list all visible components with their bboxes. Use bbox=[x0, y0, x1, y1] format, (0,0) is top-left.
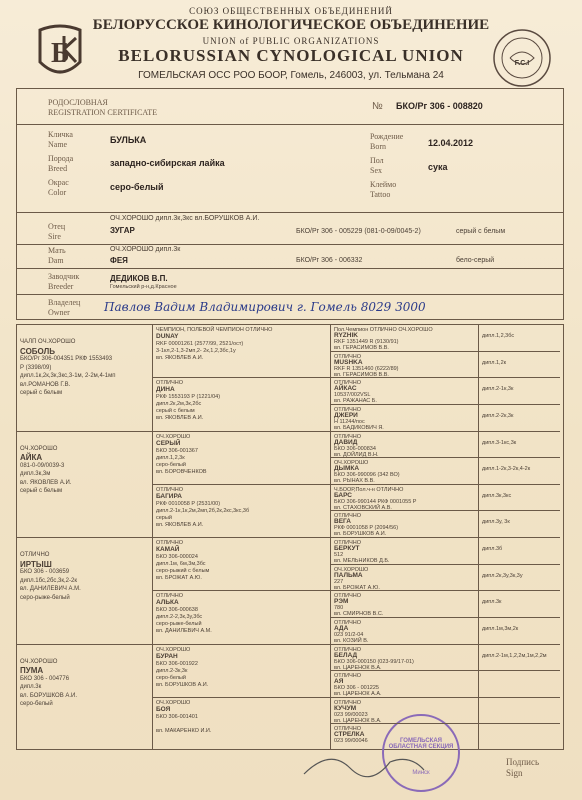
gen3-entry-1-line-0: ОТЛИЧНО bbox=[334, 353, 361, 360]
gen3-entry-8-line-3: вл. МЕЛЬНИКОВ Д.Б. bbox=[334, 558, 390, 564]
gen3-entry-12-line-0: ОТЛИЧНО bbox=[334, 646, 361, 653]
gen1-entry-0-line-6: серый с белым bbox=[20, 390, 63, 396]
birth-date: 12.04.2012 bbox=[428, 138, 474, 148]
gen2-entry-1-line-2: РКФ 1553193 Р (1221/04) bbox=[156, 394, 221, 401]
gen3-entry-12-line-2: БКО 306-000150 (023-99/17-01) bbox=[334, 658, 414, 665]
gen1-entry-3-line-4: вл. БОРУШКОВ А.И. bbox=[20, 692, 78, 699]
gen1-entry-1-line-0: ОЧ.ХОРОШО bbox=[20, 445, 58, 452]
gen3-entry-10-line-1: РЭМ bbox=[334, 598, 349, 606]
fci-text: F.C.I bbox=[514, 60, 530, 67]
gen2-entry-4-line-2: БКО 306-000024 bbox=[156, 554, 198, 560]
gen2-entry-2-line-3: дипл.1,2,3к bbox=[156, 454, 185, 461]
gen3-entry-8-line-1: БЕРКУТ bbox=[334, 545, 360, 552]
coat-color: серо-белый bbox=[110, 182, 164, 192]
gen3-diploma-8: дипл.3б bbox=[482, 546, 503, 552]
gen2-entry-3-line-5: вл. ЯКОВЛЕВ А.И. bbox=[156, 521, 204, 528]
gen3-entry-7-line-3: вл. БОРУШКОВ А.И. bbox=[334, 531, 387, 538]
born-label-ru: Рождение bbox=[370, 132, 404, 141]
gen3-entry-8-line-0: ОТЛИЧНО bbox=[334, 540, 361, 546]
gen2-entry-0-line-2: RKF 00001261 (2577/99, 2521/ост) bbox=[156, 341, 244, 347]
gen3-diploma-12: дипл.2-1м,1,2,2м,1м,2,2м bbox=[482, 652, 547, 659]
svg-text:Б: Б bbox=[51, 38, 70, 69]
gen2-entry-7-line-4: вл. МАКАРЕНКО И.И. bbox=[156, 727, 212, 734]
gen2-entry-2-line-0: ОЧ.ХОРОШО bbox=[156, 433, 191, 440]
stamp-text: ГОМЕЛЬСКАЯ ОБЛАСТНАЯ СЕКЦИЯ bbox=[388, 738, 454, 750]
gen2-entry-1-line-5: вл. ЯКОВЛЕВ А.И. bbox=[156, 415, 204, 422]
gen2-entry-2-line-5: вл. БОРОВЧЕНКОВ bbox=[156, 468, 207, 475]
gen2-entry-2-line-1: СЕРЫЙ bbox=[156, 439, 181, 447]
gen3-diploma-2: дипл.2-1к,3к bbox=[482, 386, 514, 393]
gen1-entry-2-line-3: дипл.1бс,2бс,3к,2-2к bbox=[20, 577, 77, 584]
gen3-entry-11-line-3: вл. КОЗИЙ В. bbox=[334, 637, 369, 644]
dam-color: бело-серый bbox=[456, 257, 495, 264]
gen1-entry-3-line-2: БКО 306 - 004776 bbox=[20, 675, 70, 682]
owner-label-en: Owner bbox=[48, 308, 70, 317]
gen2-entry-4-line-5: вл. БРОЖАТ А.Ю. bbox=[156, 575, 202, 581]
gen2-entry-5-line-3: дипл.2-2,3к,3у,3бс bbox=[156, 614, 203, 621]
gen3-entry-3-line-3: вл. БАДИКОВИЧ Я. bbox=[334, 424, 384, 431]
gen1-entry-0-line-5: вл.РОМАНОВ Г.В. bbox=[20, 381, 71, 388]
gen1-entry-1-line-2: 081-0-09/0039-3 bbox=[20, 462, 65, 469]
gen3-diploma-11: дипл.1м,3м,2к bbox=[482, 625, 519, 632]
gen1-entry-0-line-4: дипл.1к,2к,3к,3кс,3-1м, 2-2м,4-1мп bbox=[20, 373, 116, 379]
gen2-entry-6-line-0: ОЧ.ХОРОШО bbox=[156, 646, 191, 653]
gen3-diploma-3: дипл.2-2к,3к bbox=[482, 412, 514, 419]
gen1-entry-2-line-1: ИРТЫШ bbox=[20, 559, 52, 569]
dog-name: БУЛЬКА bbox=[110, 135, 147, 145]
gen2-entry-1-line-0: ОТЛИЧНО bbox=[156, 380, 183, 387]
gen3-diploma-4: дипл.3-1кс,3к bbox=[482, 439, 517, 446]
gen3-entry-3-line-1: ДЖЕРИ bbox=[334, 411, 358, 419]
gen2-entry-5-line-2: БКО 306-000638 bbox=[156, 607, 198, 614]
gen3-entry-1-line-1: MUSHKA bbox=[334, 358, 363, 366]
gen3-entry-0-line-2: RKF 1351449 R (9130/91) bbox=[334, 339, 399, 345]
gen2-entry-5-line-4: серо-рыже-белый bbox=[156, 621, 202, 628]
sire-label-ru: Отец bbox=[48, 222, 66, 231]
sire-color: серый с белым bbox=[456, 228, 506, 235]
gen3-entry-3-line-2: Н 11244/пос bbox=[334, 418, 365, 425]
gen2-entry-1-line-3: дипл.2к,2м,3к,2бс bbox=[156, 401, 202, 408]
info-box bbox=[16, 88, 564, 320]
sex-label-en: Sex bbox=[370, 166, 382, 175]
owner-label-ru: Владелец bbox=[48, 298, 81, 307]
gen1-entry-0-line-2: БКО/Рг 306-004351 РКФ 1553493 bbox=[20, 356, 113, 362]
gen3-entry-12-line-3: вл. ЦАРЕНОК В.А. bbox=[334, 664, 382, 671]
gen1-entry-1-line-4: вл. ЯКОВЛЕВ А.И. bbox=[20, 479, 72, 486]
gen3-entry-2-line-3: вл. РАЖАНАС Б. bbox=[334, 398, 377, 405]
gen1-entry-2-line-2: БКО 306 - 003659 bbox=[20, 569, 70, 575]
gen1-entry-2-line-0: ОТЛИЧНО bbox=[20, 552, 50, 558]
gen3-entry-1-line-3: вл. ГЕРАСИМОВ В.В. bbox=[334, 371, 389, 378]
gen2-entry-6-line-1: БУРАН bbox=[156, 652, 178, 660]
sex: сука bbox=[428, 162, 448, 172]
gen2-entry-1-line-4: серый с белым bbox=[156, 408, 195, 415]
breed-label-ru: Порода bbox=[48, 154, 74, 163]
gen2-entry-2-line-2: БКО 306-001367 bbox=[156, 447, 198, 454]
cert-title-en: REGISTRATION CERTIFICATE bbox=[48, 108, 158, 117]
gen3-entry-10-line-3: вл. СМИРНОВ В.С. bbox=[334, 611, 384, 618]
gen1-entry-3-line-0: ОЧ.ХОРОШО bbox=[20, 658, 58, 665]
dam-label-en: Dam bbox=[48, 256, 64, 265]
gen2-entry-7-line-1: БОЯ bbox=[156, 705, 171, 713]
gen2-entry-3-line-3: дипл.2-1к,1к,2м,2мп,2б,2к,2кс,3кс,3б bbox=[156, 507, 250, 514]
gen3-entry-12-line-1: БЕЛАД bbox=[334, 651, 358, 659]
gen1-entry-3-line-5: серо-белый bbox=[20, 701, 53, 707]
breeder-label-ru: Заводчик bbox=[48, 272, 80, 281]
name-label-ru: Кличка bbox=[48, 130, 73, 139]
gen2-entry-6-line-5: вл. БОРУШКОВ А.И. bbox=[156, 681, 209, 688]
gen2-entry-3-line-1: БАГИРА bbox=[156, 492, 182, 500]
tattoo-label-en: Tattoo bbox=[370, 190, 391, 199]
gen2-entry-4-line-3: дипл.1м, 6м,3м,3бс bbox=[156, 561, 206, 567]
gen3-diploma-9: дипл.2к,3у,3к,3у bbox=[482, 572, 523, 579]
gen3-entry-2-line-2: 10537/002VSL bbox=[334, 392, 371, 399]
gen3-entry-0-line-0: Пол.Чемпион ОТЛИЧНО ОЧ.ХОРОШО bbox=[334, 327, 433, 333]
gen2-entry-7-line-0: ОЧ.ХОРОШО bbox=[156, 699, 191, 706]
gen3-entry-10-line-0: ОТЛИЧНО bbox=[334, 593, 361, 600]
header-title-ru: БЕЛОРУССКОЕ КИНОЛОГИЧЕСКОЕ ОБЪЕДИНЕНИЕ bbox=[92, 17, 490, 33]
gen1-entry-2-line-5: серо-рыже-белый bbox=[20, 594, 70, 601]
gen3-entry-0-line-1: RYZHIK bbox=[334, 332, 358, 339]
gen3-entry-6-line-0: Ч.БООР,Пол.ч-н ОТЛИЧНО bbox=[334, 486, 404, 493]
gen3-entry-7-line-1: ВЕГА bbox=[334, 518, 351, 526]
sire-name: ЗУГАР bbox=[110, 226, 135, 235]
gen3-entry-6-line-2: БКО 306-990144 РКФ 0001055 Р bbox=[334, 498, 417, 505]
gen3-entry-11-line-2: 023 91/2-04 bbox=[334, 631, 364, 638]
breeder-label-en: Breeder bbox=[48, 282, 74, 291]
gen1-entry-2-line-4: вл. ДАНИЛЕВИЧ А.М. bbox=[20, 586, 81, 592]
gen3-entry-14-line-1: КУЧУМ bbox=[334, 704, 357, 712]
gen3-entry-7-line-2: РКФ 0001058 Р (2094/56) bbox=[334, 525, 399, 532]
signature-icon bbox=[300, 744, 430, 784]
gen3-entry-11-line-0: ОТЛИЧНО bbox=[334, 619, 361, 626]
gen1-entry-0-line-3: Р (3398/09) bbox=[20, 364, 52, 371]
gen3-entry-9-line-0: ОЧ.ХОРОШО bbox=[334, 566, 369, 573]
gen3-entry-4-line-2: БКО 306-000834 bbox=[334, 445, 376, 452]
gen3-entry-4-line-3: вл. ДОЙЛИД В.Н. bbox=[334, 451, 379, 458]
header-line1: СОЮЗ ОБЩЕСТВЕННЫХ ОБЪЕДИНЕНИЙ bbox=[189, 6, 393, 16]
gen3-entry-13-line-0: ОТЛИЧНО bbox=[334, 673, 361, 680]
gen3-entry-9-line-2: 227 bbox=[334, 578, 344, 585]
gen3-entry-4-line-1: ДАВИД bbox=[334, 438, 358, 446]
gen3-entry-6-line-3: вл. СТАХОВСКИЙ А.В. bbox=[334, 504, 392, 511]
gen3-entry-9-line-3: вл. БРОЖАТ А.Ю. bbox=[334, 584, 380, 591]
header-title-en: BELORUSSIAN CYNOLOGICAL UNION bbox=[118, 46, 464, 65]
gen3-entry-3-line-0: ОТЛИЧНО bbox=[334, 406, 361, 413]
gen3-entry-5-line-2: БКО 306-990096 (342 ВО) bbox=[334, 472, 400, 479]
header-line3: UNION of PUBLIC ORGANIZATIONS bbox=[202, 36, 380, 46]
sire-reg: БКО/Рг 306 - 005229 (081-0-09/0045-2) bbox=[296, 228, 421, 235]
gen3-entry-14-line-0: ОТЛИЧНО bbox=[334, 699, 361, 706]
gen3-entry-5-line-1: ДЫМКА bbox=[334, 465, 360, 473]
gen3-entry-15-line-2: 023 99/00046 bbox=[334, 738, 368, 745]
gen3-diploma-1: дипл.1,2к bbox=[482, 359, 507, 366]
cert-number: БКО/Рг 306 - 008820 bbox=[396, 101, 483, 111]
born-label-en: Born bbox=[370, 142, 386, 151]
gen3-diploma-10: дипл.3к bbox=[482, 599, 502, 606]
gen2-entry-4-line-4: серо-рыжий с белым bbox=[156, 568, 210, 574]
gen3-entry-4-line-0: ОТЛИЧНО bbox=[334, 433, 361, 440]
dam-label-ru: Мать bbox=[48, 246, 66, 255]
breed: западно-сибирская лайка bbox=[110, 158, 225, 168]
gen1-entry-0-line-1: СОБОЛЬ bbox=[20, 346, 55, 356]
gen1-entry-1-line-3: дипл.3к,3м bbox=[20, 471, 51, 477]
gen2-entry-6-line-4: серо-белый bbox=[156, 674, 186, 681]
gen2-entry-6-line-3: дипл.2-3к,3к bbox=[156, 667, 188, 674]
gen3-entry-13-line-3: вл. ЦАРЕНОК А.А. bbox=[334, 691, 382, 698]
gen2-entry-3-line-2: РКФ 0010058 Р (2531/00) bbox=[156, 500, 221, 507]
gen2-entry-7-line-2: БКО 306-001401 bbox=[156, 713, 198, 720]
gen3-diploma-0: дипл.1,2,3бс bbox=[482, 333, 515, 339]
breeder-address: Гомельский р-н,д.Красное bbox=[110, 284, 177, 290]
dam-title: ОЧ.ХОРОШО дипл.3к bbox=[110, 246, 181, 253]
gen3-entry-8-line-2: 512 bbox=[334, 552, 344, 558]
gen2-entry-0-line-4: вл. ЯКОВЛЕВ А.И. bbox=[156, 355, 204, 361]
gen3-entry-1-line-2: RKF R 1351460 (6222/89) bbox=[334, 365, 399, 372]
gen2-entry-6-line-2: БКО 306-001922 bbox=[156, 660, 198, 667]
gen2-entry-5-line-5: вл. ДАНИЛЕВИЧ А.М. bbox=[156, 628, 212, 635]
gen1-entry-0-line-0: ЧАЛП ОЧ.ХОРОШО bbox=[20, 339, 76, 345]
stamp-city: Минск bbox=[412, 770, 430, 776]
name-label-en: Name bbox=[48, 140, 68, 149]
gen1-entry-1-line-1: АЙКА bbox=[20, 453, 43, 462]
gen2-entry-3-line-4: серый bbox=[156, 514, 172, 521]
sex-label-ru: Пол bbox=[370, 156, 384, 165]
breeder-name: ДЕДИКОВ В.П. bbox=[110, 274, 168, 283]
gen3-diploma-6: дипл.3к,3кс bbox=[482, 492, 512, 499]
dam-reg: БКО/Рг 306 - 006332 bbox=[296, 257, 363, 264]
gen3-entry-2-line-0: ОТЛИЧНО bbox=[334, 380, 361, 387]
header-address: ГОМЕЛЬСКАЯ ОСС РОО БООР, Гомель, 246003, ул. Тельмана 24 bbox=[138, 70, 444, 81]
gen1-entry-3-line-1: ПУМА bbox=[20, 666, 44, 675]
gen3-entry-10-line-2: 780 bbox=[334, 605, 344, 612]
gen3-entry-14-line-2: 023 99/00023 bbox=[334, 711, 368, 718]
gen3-entry-13-line-2: БКО 306 - 001225 bbox=[334, 685, 379, 692]
gen3-diploma-7: дипл.3у, 3к bbox=[482, 519, 510, 526]
cert-title-ru: РОДОСЛОВНАЯ bbox=[48, 98, 108, 107]
gen2-entry-4-line-0: ОТЛИЧНО bbox=[156, 540, 183, 546]
gen2-entry-0-line-3: 3-1кл,2-1,3-2мп,2- 2к,1,2,3бс,1у bbox=[156, 348, 236, 354]
gen3-entry-14-line-3: вл. ЦАРЕНОК В.А. bbox=[334, 717, 382, 724]
color-label-en: Color bbox=[48, 188, 67, 197]
tattoo-label-ru: Клеймо bbox=[370, 180, 397, 189]
gen3-entry-5-line-3: вл. РЫНАХ В.В. bbox=[334, 478, 375, 485]
gen1-entry-1-line-5: серый с белым bbox=[20, 488, 63, 494]
gen3-entry-11-line-1: АДА bbox=[334, 624, 349, 632]
sire-label-en: Sire bbox=[48, 232, 61, 241]
gen3-entry-9-line-1: ПАЛЬМА bbox=[334, 571, 363, 579]
gen1-entry-3-line-3: дипл.3к bbox=[20, 684, 42, 690]
gen3-entry-5-line-0: ОЧ.ХОРОШО bbox=[334, 460, 369, 467]
signature-label-en: Sign bbox=[506, 768, 523, 778]
owner-handwritten: Павлов Вадим Владимирович г. Гомель 8029 3000 bbox=[104, 300, 426, 314]
gen3-entry-13-line-1: АЯ bbox=[334, 678, 344, 686]
gen2-entry-5-line-0: ОТЛИЧНО bbox=[156, 593, 183, 600]
breed-label-en: Breed bbox=[48, 164, 68, 173]
gen3-entry-2-line-1: АЙКАС bbox=[334, 385, 357, 393]
dam-name: ФЕЯ bbox=[110, 256, 128, 265]
gen3-entry-7-line-0: ОТЛИЧНО bbox=[334, 513, 361, 520]
gen2-entry-0-line-0: ЧЕМПИОН, ПОЛЕВОЙ ЧЕМПИОН ОТЛИЧНО bbox=[156, 327, 273, 333]
gen2-entry-4-line-1: КАМАЙ bbox=[156, 546, 180, 553]
gen3-entry-15-line-0: ОТЛИЧНО bbox=[334, 726, 361, 733]
gen2-entry-2-line-4: серо-белый bbox=[156, 461, 186, 468]
color-label-ru: Окрас bbox=[48, 178, 69, 187]
gen2-entry-3-line-0: ОТЛИЧНО bbox=[156, 486, 183, 493]
signature-label-ru: Подпись bbox=[506, 757, 540, 767]
gen3-entry-6-line-1: БАРС bbox=[334, 491, 352, 499]
gen3-entry-15-line-1: СТРЕЛКА bbox=[334, 731, 365, 739]
gen2-entry-5-line-1: АЛЬКА bbox=[156, 599, 179, 607]
sire-title: ОЧ.ХОРОШО дипл.3к,3кс вл.БОРУШКОВ А.И. bbox=[110, 215, 260, 222]
gen2-entry-0-line-1: DUNAY bbox=[156, 333, 179, 340]
number-sign: № bbox=[372, 101, 383, 112]
gen3-entry-0-line-3: вл. ГЕРАСИМОВ В.В. bbox=[334, 345, 389, 351]
gen2-entry-1-line-1: ДИНА bbox=[156, 386, 175, 394]
gen3-diploma-5: дипл.1-2к,3-2к,4-2к bbox=[482, 466, 531, 473]
